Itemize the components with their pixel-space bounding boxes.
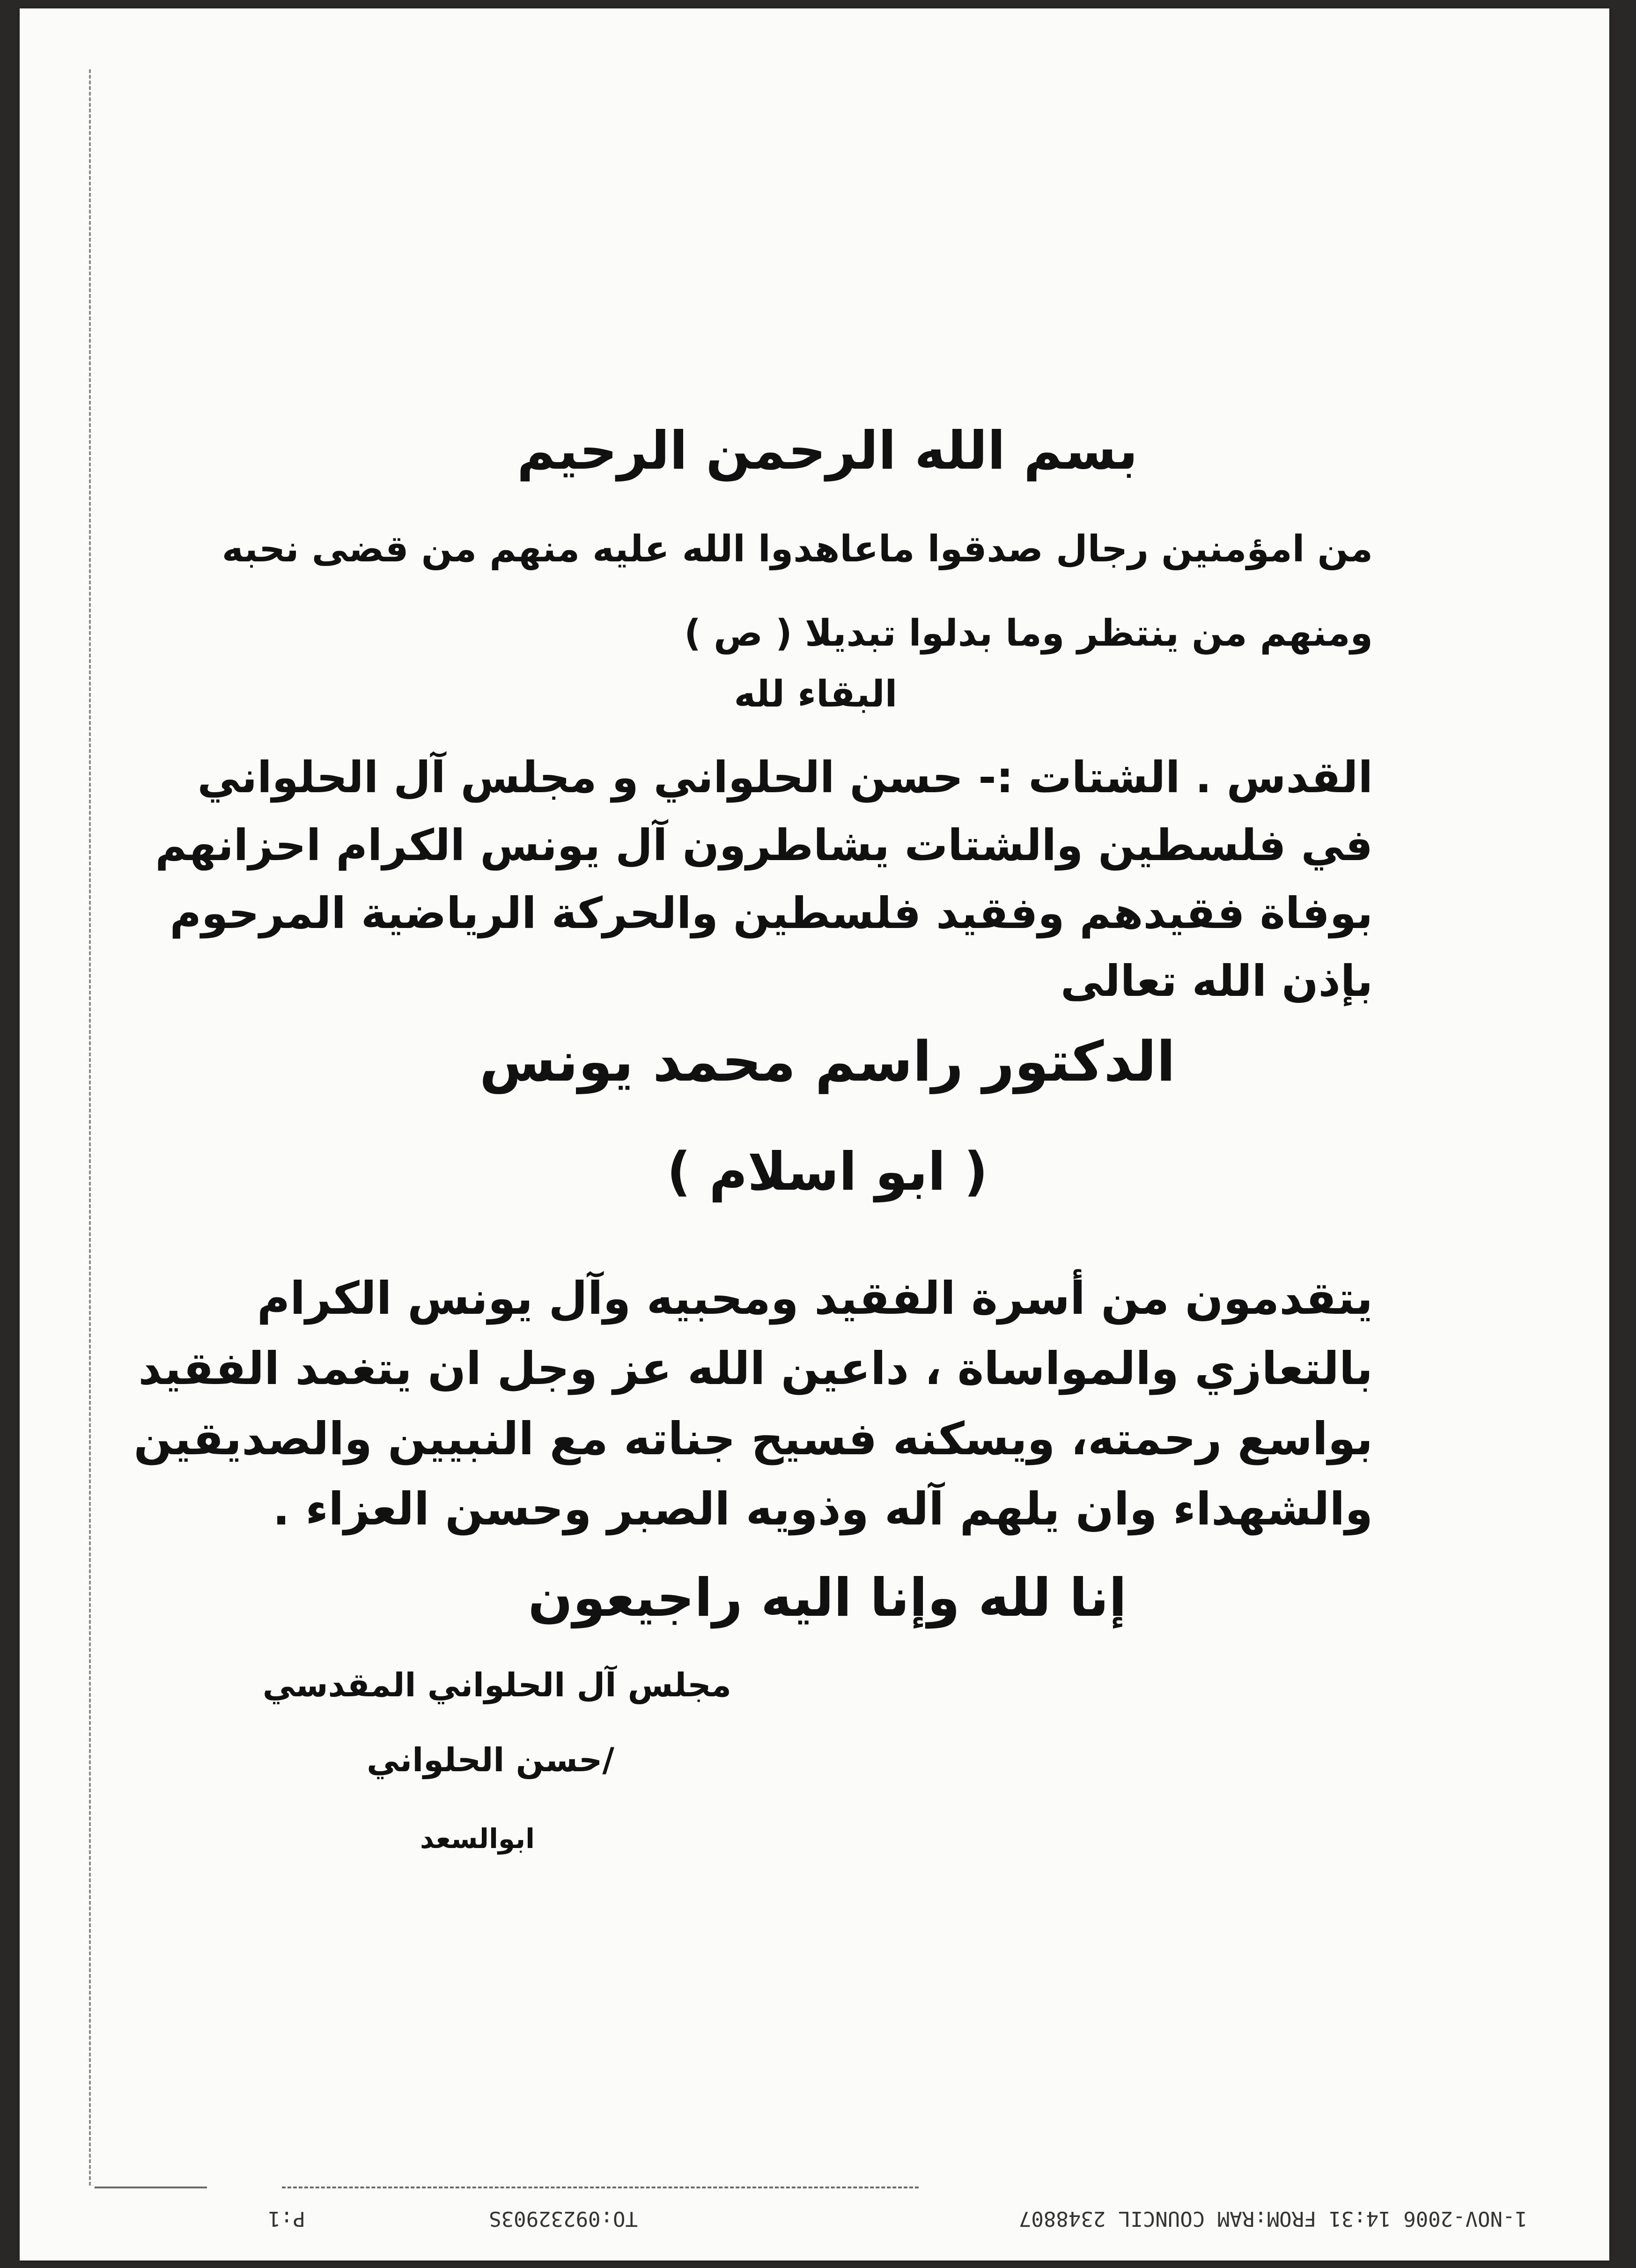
- condolence-line-1: يتقدمون من أسرة الفقيد ومحبيه وآل يونس الكرام: [257, 1272, 1373, 1325]
- intro-line-1: القدس . الشتات :- حسن الحلواني و مجلس آل الحلواني: [197, 752, 1373, 803]
- quran-verse-line-2: ومنهم من ينتظر وما بدلوا تبديلا ( ص ): [684, 612, 1373, 655]
- footer-rule-left: [95, 2187, 207, 2188]
- fax-page: [20, 8, 1609, 2261]
- intro-line-3: بوفاة فقيدهم وفقيد فلسطين والحركة الرياضية المرحوم: [169, 888, 1373, 938]
- fax-header-page: P:1: [268, 2207, 305, 2231]
- inna-lillah-line: إنا لله وإنا اليه راجيعون: [528, 1568, 1127, 1628]
- footer-rule-dashed: [282, 2187, 919, 2188]
- signature-kunya: ابوالسعد: [420, 1823, 535, 1855]
- deceased-kunya: ( ابو اسلام ): [667, 1141, 988, 1202]
- fax-header-from: 1-NOV-2006 14:31 FROM:RAM COUNCIL 2348807: [1018, 2207, 1527, 2231]
- basmala-heading: بسم الله الرحمن الرحيم: [516, 420, 1138, 481]
- intro-line-4: بإذن الله تعالى: [1061, 956, 1373, 1006]
- condolence-line-4: والشهداء وان يلهم آله وذويه الصبر وحسن العزاء .: [273, 1483, 1373, 1535]
- perforation-edge: [89, 69, 91, 2186]
- condolence-line-3: بواسع رحمته، ويسكنه فسيح جناته مع النبيين والصديقين: [133, 1413, 1373, 1465]
- deceased-name: الدكتور راسم محمد يونس: [479, 1029, 1176, 1094]
- signature-name: /حسن الحلواني: [367, 1741, 614, 1779]
- intro-line-2: في فلسطين والشتات يشاطرون آل يونس الكرام احزانهم: [155, 820, 1373, 870]
- baqa-line: البقاء لله: [734, 673, 898, 715]
- signature-council: مجلس آل الحلواني المقدسي: [262, 1666, 731, 1704]
- fax-header-to: TO:09232903S: [489, 2207, 638, 2231]
- quran-verse-line-1: من امؤمنين رجال صدقوا ماعاهدوا الله عليه منهم من قضى نحبه: [221, 528, 1373, 570]
- condolence-line-2: بالتعازي والمواساة ، داعين الله عز وجل ان يتغمد الفقيد: [138, 1342, 1373, 1395]
